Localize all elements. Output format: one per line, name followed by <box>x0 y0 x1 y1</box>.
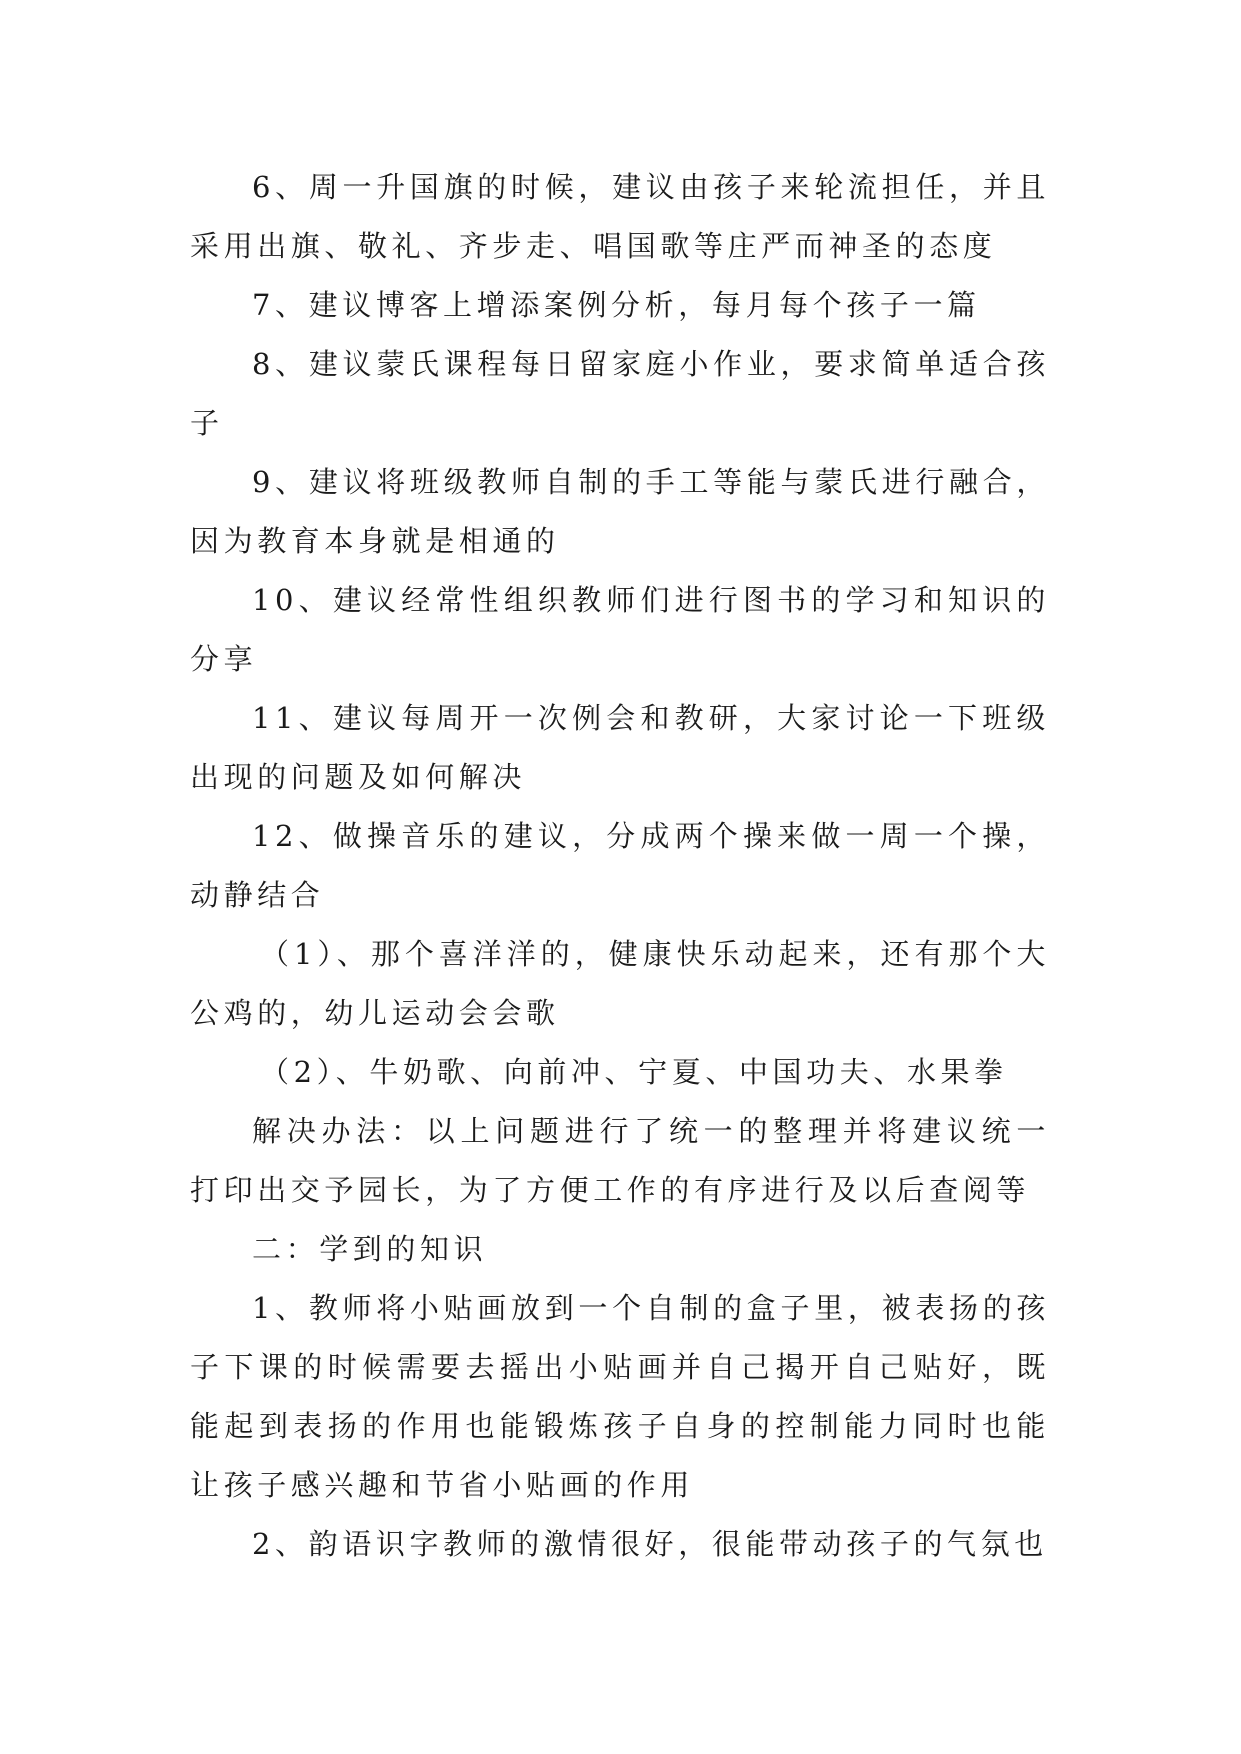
paragraph-item-10: 10、建议经常性组织教师们进行图书的学习和知识的分享 <box>190 583 1050 676</box>
paragraph-learned-2: 2、韵语识字教师的激情很好，很能带动孩子的气氛也 <box>252 1527 1048 1561</box>
paragraph-item-7: 7、建议博客上增添案例分析，每月每个孩子一篇 <box>252 288 981 322</box>
paragraph-item-8: 8、建议蒙氏课程每日留家庭小作业，要求简单适合孩子 <box>190 347 1050 440</box>
document-body <box>190 158 1050 1574</box>
paragraph-subitem-2: （2）、牛奶歌、向前冲、宁夏、中国功夫、水果拳 <box>260 1055 1008 1089</box>
paragraph-item-9: 9、建议将班级教师自制的手工等能与蒙氏进行融合，因为教育本身就是相通的 <box>190 465 1050 558</box>
paragraph-subitem-1: （1）、那个喜洋洋的，健康快乐动起来，还有那个大公鸡的，幼儿运动会会歌 <box>190 937 1050 1030</box>
paragraph-item-12: 12、做操音乐的建议，分成两个操来做一周一个操，动静结合 <box>190 819 1050 912</box>
section-heading-learned: 二：学到的知识 <box>252 1232 488 1266</box>
paragraph-learned-1: 1、教师将小贴画放到一个自制的盒子里，被表扬的孩子下课的时候需要去摇出小贴画并自己揭开自己贴好，既能起到表扬的作用也能锻炼孩子自身的控制能力同时也能让孩子感兴趣和节省小贴画的作用 <box>190 1291 1050 1502</box>
paragraph-solution: 解决办法：以上问题进行了统一的整理并将建议统一打印出交予园长，为了方便工作的有序进行及以后查阅等 <box>190 1114 1050 1207</box>
paragraph-item-6: 6、周一升国旗的时候，建议由孩子来轮流担任，并且采用出旗、敬礼、齐步走、唱国歌等庄严而神圣的态度 <box>190 170 1050 263</box>
paragraph-item-11: 11、建议每周开一次例会和教研，大家讨论一下班级出现的问题及如何解决 <box>190 701 1050 794</box>
